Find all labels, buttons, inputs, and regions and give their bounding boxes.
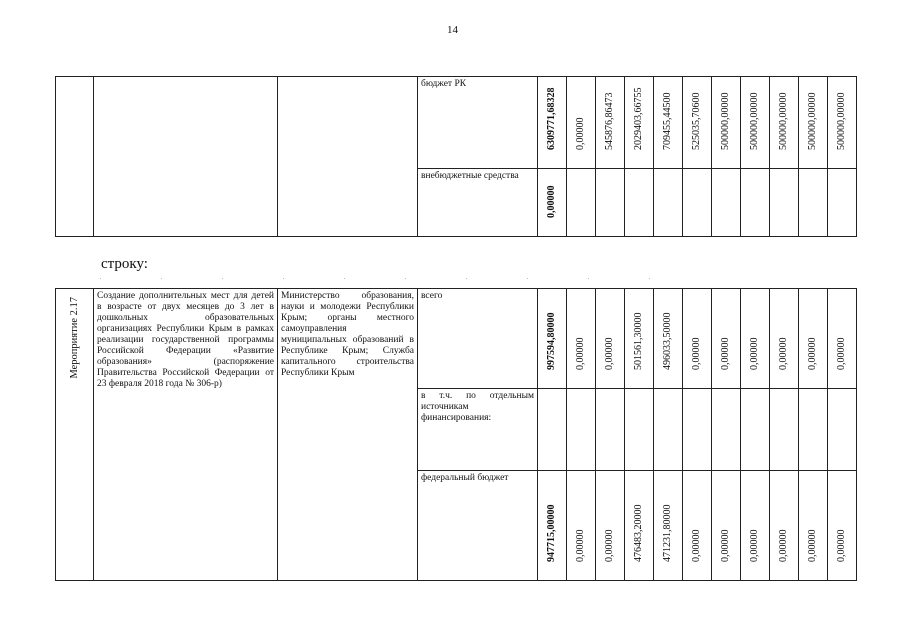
executor-cell [278, 77, 418, 237]
measure-id-cell [56, 289, 94, 581]
measure-executor: Министерство образования, науки и молодежи Республики Крым; органы местного самоуправления муниципальных образований в Республике Крым; Служба капитального строительства Республики Крым [278, 289, 418, 581]
value-cell: 0,00000 [575, 529, 586, 562]
value-cell: 0,00000 [749, 529, 760, 562]
value-cell: 500000,00000 [720, 92, 731, 150]
dotted-separator [100, 278, 700, 279]
value-cell: 0,00000 [691, 529, 702, 562]
value-cell: 476483,20000 [633, 504, 644, 562]
value-cell: 500000,00000 [778, 92, 789, 150]
value-cell: 0,00000 [691, 337, 702, 370]
measure-id-cell [56, 77, 94, 237]
value-cell: 500000,00000 [807, 92, 818, 150]
value-cell: 0,00000 [720, 337, 731, 370]
measure-description: Создание дополнительных мест для детей в возрасте от двух месяцев до 3 лет в дошкольных образовательных организациях Республики Крым в рамках реализации государственной программы Российской Федерации «Развитие образования» (распоряжение Правительства Российской Федерации от 23 февраля 2018 года № 306-р) [94, 289, 278, 581]
budget-table-bottom [55, 288, 857, 581]
funding-source-label: бюджет РК [418, 77, 538, 169]
value-cell: 471231,80000 [662, 504, 673, 562]
value-cell: 2029403,66755 [633, 87, 644, 150]
description-cell [94, 77, 278, 237]
funding-source-label: внебюджетные средства [418, 169, 538, 237]
value-cell: 0,00000 [575, 117, 586, 150]
section-label: строку: [101, 256, 148, 272]
value-cell: 0,00000 [749, 337, 760, 370]
value-total: 997594,80000 [546, 312, 557, 370]
table-row [56, 77, 857, 169]
page-number: 14 [447, 24, 458, 36]
value-cell: 0,00000 [604, 529, 615, 562]
value-cell: 0,00000 [720, 529, 731, 562]
value-cell: 0,00000 [807, 529, 818, 562]
value-cell: 709455,44500 [662, 92, 673, 150]
value-cell: 0,00000 [575, 337, 586, 370]
value-total: 6309771,68328 [546, 87, 557, 150]
value-cell: 0,00000 [778, 337, 789, 370]
budget-table-top [55, 76, 857, 237]
value-cell: 0,00000 [836, 337, 847, 370]
value-cell: 496033,50000 [662, 312, 673, 370]
funding-source-label: всего [418, 289, 538, 389]
value-cell: 500000,00000 [836, 92, 847, 150]
value-cell: 0,00000 [778, 529, 789, 562]
value-cell: 500000,00000 [749, 92, 760, 150]
table-row [56, 289, 857, 389]
measure-id: Мероприятие 2.17 [68, 297, 80, 379]
value-cell: 525035,70600 [691, 92, 702, 150]
value-cell: 545876,86473 [604, 92, 615, 150]
value-cell: 0,00000 [836, 529, 847, 562]
value-total: 0,00000 [546, 185, 557, 218]
funding-source-label: в т.ч. по отдельным источникам финансирования: [418, 389, 538, 471]
value-cell: 0,00000 [604, 337, 615, 370]
funding-source-label: федеральный бюджет [418, 471, 538, 581]
value-total: 947715,00000 [546, 504, 557, 562]
value-cell: 0,00000 [807, 337, 818, 370]
value-cell: 501561,30000 [633, 312, 644, 370]
